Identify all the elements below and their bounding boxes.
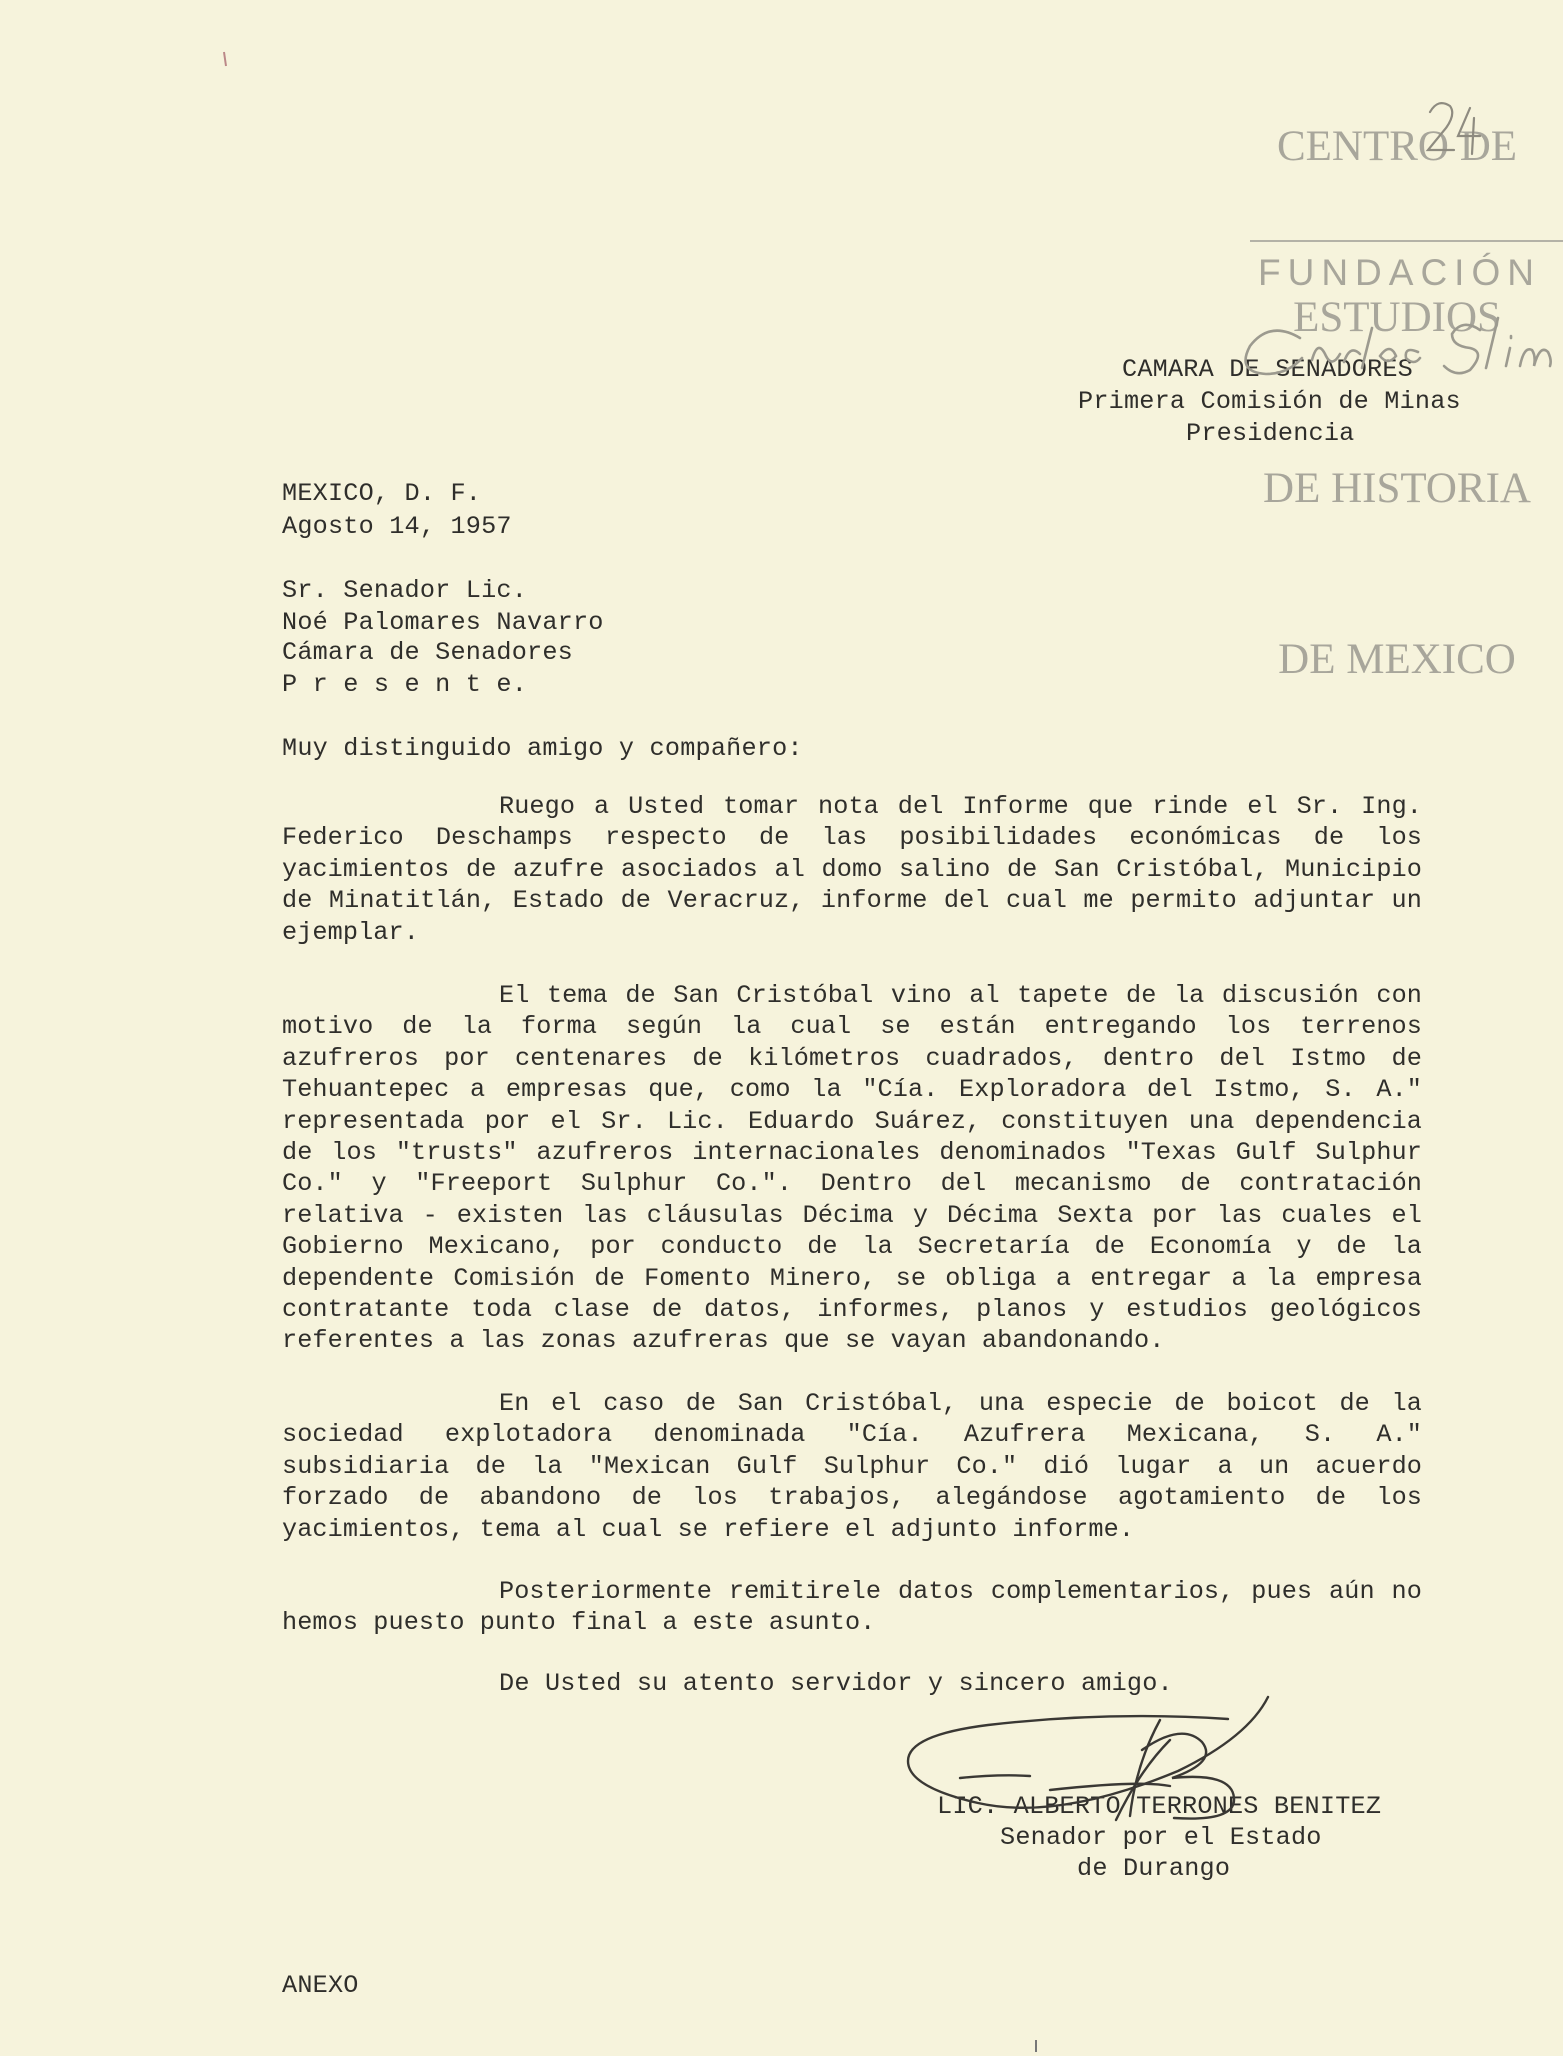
handwritten-number-24: [1428, 103, 1480, 154]
body-paragraph-4-text: Posteriormente remitirele datos complementarios, pues aún no hemos puesto punto final a este asunto.: [282, 1577, 1422, 1638]
closing: De Usted su atento servidor y sincero amigo.: [499, 1669, 1173, 1698]
body-paragraph-2-text: El tema de San Cristóbal vino al tapete de la discusión con motivo de la forma según la cual se están entregando los terrenos azufreros por centenares de kilómetros cuadrados, dentro del Istmo de Tehuantepec a empresas que, como la "Cía. Exploradora del Istmo, S. A." representada por el Sr. Lic. Eduardo Suárez, constituyen una dependencia de los "trusts" azufreros internacionales denominados "Texas Gulf Sulphur Co." y "Freeport Sulphur Co.". Dentro del mecanismo de contratación relativa - existen las cláusulas Décima y Décima Sexta por las cuales el Gobierno Mexicano, por conducto de la Secretaría de Economía y de la dependente Comisión de Fomento Minero, se obliga a entregar a la empresa contratante toda clase de datos, informes, planos y estudios geológicos referentes a las zonas azufreras que se vayan abandonando.: [282, 981, 1422, 1356]
foundation-signature: [1246, 318, 1551, 374]
letterhead-line-2: Primera Comisión de Minas: [1078, 387, 1461, 416]
body-paragraph-3-text: En el caso de San Cristóbal, una especie de boicot de la sociedad explotadora denominada "Cía. Azufrera Mexicana, S. A." subsidiaria de la "Mexican Gulf Sulphur Co." dió lugar a un acuerdo forzado de abandono de los trabajos, alegándose agotamiento de los yacimientos, tema al cual se refiere el adjunto informe.: [282, 1389, 1422, 1544]
annex-label: ANEXO: [282, 1971, 359, 2000]
salutation: Muy distinguido amigo y compañero:: [282, 734, 803, 763]
recipient-line-4: P r e s e n t e.: [282, 670, 528, 699]
stamp-line-4: DE MEXICO: [1278, 636, 1516, 683]
stamp-line-1: CENTRO DE: [1276, 123, 1518, 170]
signatory-title: Senador por el Estado: [1000, 1823, 1322, 1852]
sender-signature: [908, 1697, 1268, 1820]
signatory-name: LIC. ALBERTO TERRONES BENITEZ: [937, 1792, 1382, 1821]
dateline-date: Agosto 14, 1957: [282, 512, 512, 541]
stamp-line-2: ESTUDIOS: [1293, 294, 1501, 341]
recipient-line-3: Cámara de Senadores: [282, 638, 573, 667]
recipient-line-2: Noé Palomares Navarro: [282, 608, 604, 637]
stamp-foundation: FUNDACIÓN: [1258, 252, 1541, 293]
letterhead-line-3: Presidencia: [1186, 419, 1355, 448]
recipient-line-1: Sr. Senador Lic.: [282, 576, 528, 605]
margin-mark: [224, 52, 226, 66]
body-paragraph-1-text: Ruego a Usted tomar nota del Informe que rinde el Sr. Ing. Federico Deschamps respecto de las posibilidades económicas de los yacimientos de azufre asociados al domo salino de San Cristóbal, Municipio de Minatitlán, Estado de Veracruz, informe del cual me permito adjuntar un ejemplar.: [282, 792, 1422, 947]
dateline-place: MEXICO, D. F.: [282, 479, 482, 508]
signatory-state: de Durango: [1077, 1854, 1231, 1883]
letterhead-line-1: CAMARA DE SENADORES: [1122, 355, 1413, 384]
stamp-line-3: DE HISTORIA: [1263, 465, 1531, 512]
